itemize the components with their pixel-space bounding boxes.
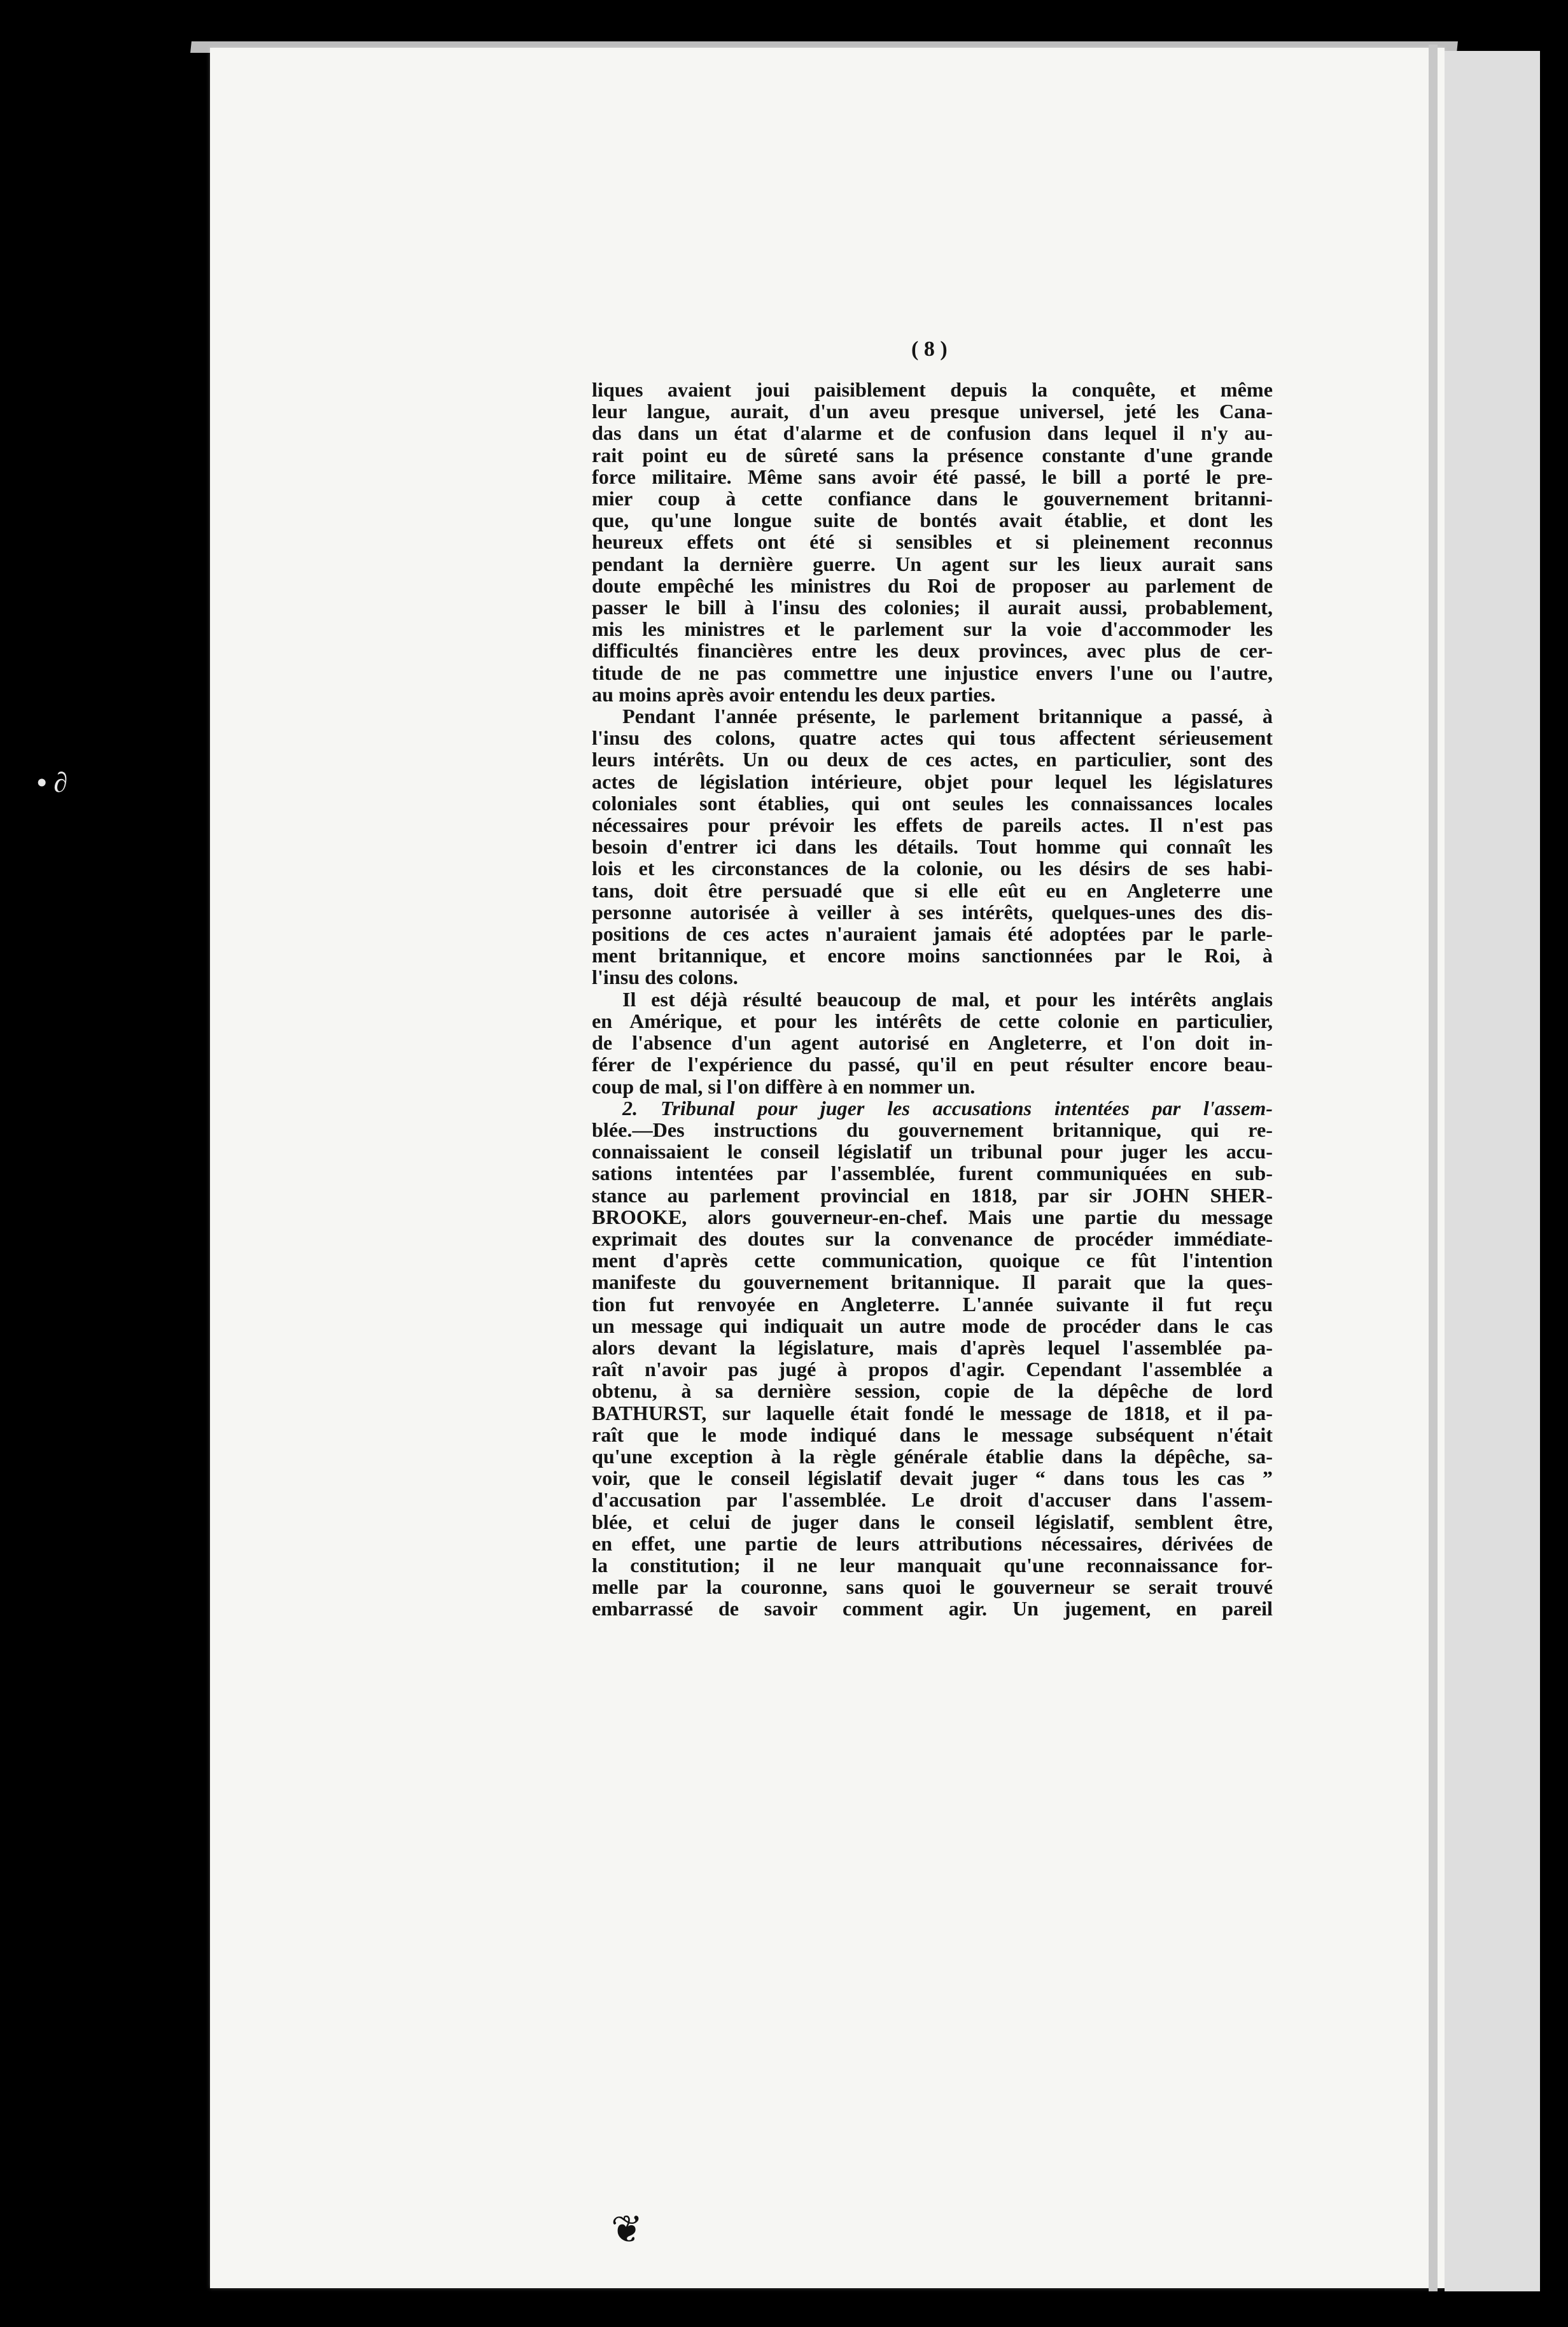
text-line: doute empêché les ministres du Roi de proposer au parlement de bbox=[592, 573, 1273, 597]
text-line: en effet, une partie de leurs attributions nécessaires, dérivées de bbox=[592, 1531, 1273, 1555]
text-line: alors devant la législature, mais d'après lequel l'assemblée pa- bbox=[592, 1335, 1273, 1359]
body-text bbox=[592, 379, 1273, 1620]
text-line: nécessaires pour prévoir les effets de pareils actes. Il n'est pas bbox=[592, 813, 1273, 837]
text-line: manifeste du gouvernement britannique. Il parait que la ques- bbox=[592, 1270, 1273, 1294]
text-line: raît que le mode indiqué dans le message subséquent n'était bbox=[592, 1423, 1273, 1446]
page-number: ( 8 ) bbox=[911, 337, 948, 361]
text-line: la constitution; il ne leur manquait qu'une reconnaissance for- bbox=[592, 1553, 1273, 1577]
text-line: liques avaient joui paisiblement depuis la conquête, et même bbox=[592, 378, 1273, 401]
text-line: qu'une exception à la règle générale établie dans la dépêche, sa- bbox=[592, 1444, 1273, 1468]
text-line: leurs intérêts. Un ou deux de ces actes, en particulier, sont des bbox=[592, 748, 1273, 771]
text-line: férer de l'expérience du passé, qu'il en peut résulter encore beau- bbox=[592, 1053, 1273, 1076]
page-fold-edge bbox=[1429, 45, 1438, 2291]
text-line: l'insu des colons, quatre actes qui tous affectent sérieusement bbox=[592, 726, 1273, 750]
text-line: obtenu, à sa dernière session, copie de la dépêche de lord bbox=[592, 1379, 1273, 1403]
text-line: positions de ces actes n'auraient jamais été adoptées par le parle- bbox=[592, 922, 1273, 946]
text-line: difficultés financières entre les deux provinces, avec plus de cer- bbox=[592, 639, 1273, 663]
text-line: mier coup à cette confiance dans le gouvernement britanni- bbox=[592, 487, 1273, 510]
text-line: ment britannique, et encore moins sanctionnées par le Roi, à bbox=[592, 944, 1273, 967]
text-line: coup de mal, si l'on diffère à en nommer un. bbox=[592, 1074, 976, 1098]
text-line: coloniales sont établies, qui ont seules les connaissances locales bbox=[592, 791, 1273, 815]
section-heading-line: 2. Tribunal pour juger les accusations intentées par l'assem- bbox=[622, 1096, 1273, 1120]
text-line: blée, et celui de juger dans le conseil législatif, semblent être, bbox=[592, 1510, 1273, 1533]
text-line: mis les ministres et le parlement sur la voie d'accommoder les bbox=[592, 617, 1273, 641]
text-line: besoin d'entrer ici dans les détails. Tout homme qui connaît les bbox=[592, 835, 1273, 859]
text-line: Pendant l'année présente, le parlement britannique a passé, à bbox=[622, 705, 1273, 728]
text-line: de l'absence d'un agent autorisé en Angleterre, et l'on doit in- bbox=[592, 1031, 1273, 1055]
text-line: personne autorisée à veiller à ses intérêts, quelques-unes des dis- bbox=[592, 900, 1273, 924]
text-line: blée.—Des instructions du gouvernement britannique, qui re- bbox=[592, 1118, 1273, 1141]
text-line: leur langue, aurait, d'un aveu presque universel, jeté les Cana- bbox=[592, 400, 1273, 423]
text-line: ment d'après cette communication, quoique ce fût l'intention bbox=[592, 1249, 1273, 1272]
text-line: melle par la couronne, sans quoi le gouverneur se serait trouvé bbox=[592, 1575, 1273, 1599]
text-line: que, qu'une longue suite de bontés avait établie, et dont les bbox=[592, 509, 1273, 532]
text-line: Il est déjà résulté beaucoup de mal, et pour les intérêts anglais bbox=[622, 987, 1273, 1011]
text-line: un message qui indiquait un autre mode de procéder dans le cas bbox=[592, 1314, 1273, 1337]
text-line: connaissaient le conseil législatif un tribunal pour juger les accu- bbox=[592, 1140, 1273, 1164]
text-line: BATHURST, sur laquelle était fondé le message de 1818, et il pa- bbox=[592, 1401, 1273, 1424]
text-line: stance au parlement provincial en 1818, par sir JOHN SHER- bbox=[592, 1183, 1273, 1207]
text-line: d'accusation par l'assemblée. Le droit d'accuser dans l'assem- bbox=[592, 1488, 1273, 1512]
text-line: actes de législation intérieure, objet pour lequel les législatures bbox=[592, 770, 1273, 793]
text-line: pendant la dernière guerre. Un agent sur les lieux aurait sans bbox=[592, 552, 1273, 575]
text-line: tion fut renvoyée en Angleterre. L'année suivante il fut reçu bbox=[592, 1292, 1273, 1316]
text-line: en Amérique, et pour les intérêts de cette colonie en particulier, bbox=[592, 1009, 1273, 1032]
text-line: heureux effets ont été si sensibles et si pleinement reconnus bbox=[592, 530, 1273, 554]
text-line: das dans un état d'alarme et de confusion dans lequel il n'y au- bbox=[592, 421, 1273, 445]
bottom-ornament: ❦ bbox=[611, 2207, 643, 2252]
text-line: embarrassé de savoir comment agir. Un jugement, en pareil bbox=[592, 1597, 1273, 1620]
text-line: titude de ne pas commettre une injustice envers l'une ou l'autre, bbox=[592, 661, 1273, 684]
text-line: sations intentées par l'assemblée, furent communiquées en sub- bbox=[592, 1162, 1273, 1185]
text-line: voir, que le conseil législatif devait juger “ dans tous les cas ” bbox=[592, 1466, 1273, 1490]
text-line: l'insu des colons. bbox=[592, 966, 738, 989]
text-line: BROOKE, alors gouverneur-en-chef. Mais une partie du message bbox=[592, 1205, 1273, 1228]
text-line: exprimait des doutes sur la convenance de procéder immédiate- bbox=[592, 1227, 1273, 1250]
margin-mark: • ∂ bbox=[37, 767, 68, 798]
text-line: lois et les circonstances de la colonie, ou les désirs de ses habi- bbox=[592, 857, 1273, 880]
text-line: rait point eu de sûreté sans la présence constante d'une grande bbox=[592, 443, 1273, 467]
text-line: raît n'avoir pas jugé à propos d'agir. Cependant l'assemblée a bbox=[592, 1358, 1273, 1381]
text-line: passer le bill à l'insu des colonies; il aurait aussi, probablement, bbox=[592, 596, 1273, 619]
text-line: au moins après avoir entendu les deux parties. bbox=[592, 682, 996, 706]
text-line: force militaire. Même sans avoir été passé, le bill a porté le pre- bbox=[592, 465, 1273, 488]
text-line: tans, doit être persuadé que si elle eût eu en Angleterre une bbox=[592, 878, 1273, 902]
adjacent-page-edge bbox=[1445, 51, 1540, 2291]
